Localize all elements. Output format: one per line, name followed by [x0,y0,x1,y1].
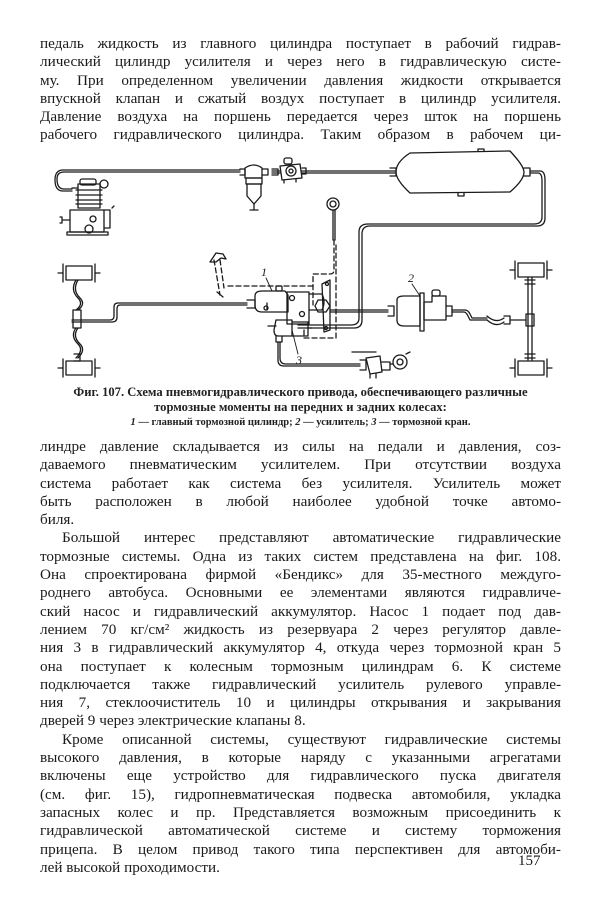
legend-text-2: — усилитель; [300,417,372,428]
master-cylinder [247,286,288,312]
text-line: лением 70 кг/см² жидкость из резервуара 2 через регулятор давле- [40,620,561,638]
callout-1-leader [266,278,272,291]
text-line: биля. [40,511,75,529]
body-text [40,438,561,877]
text-line: ния 3 в гидравлический аккумулятор 4, откуда через тормозной кран 5 [40,639,561,657]
text-line: подключается также гидравлический усилитель рулевого управле- [40,675,561,693]
paragraph-1 [40,438,561,529]
callout-2: 2 [408,271,414,285]
text-line: ния 7, стеклоочиститель 10 и цилиндры открывания и закрывания [40,694,561,712]
caption-title-line-2: тормозные моменты на передних и задних колесах: [154,400,447,414]
text-line: быть расположен в любой наиболее удобной точке автомо- [40,492,561,510]
legend-num-2: 2 [295,417,301,428]
text-line: тормозные системы. Одна из таких систем представлена на фиг. 108. [40,547,561,565]
text-line: (см. фиг. 15), гидропневматическая подвеска автомобиля, укладка [40,785,561,803]
figure-107-schematic [40,140,560,380]
text-line: дверей 9 через электрические клапаны 8. [40,712,306,730]
text-line: запасных колес и пр. Представляется возможным присоединить к [40,803,561,821]
text-line: рабочего гидравлического цилиндра. Таким образом в рабочем ци- [40,126,561,144]
text-line: включены еще устройство для гидравлического пуска двигателя [40,767,561,785]
brake-valve [268,280,330,342]
text-line: ский насос и гидравлический аккумулятор. Насос 1 подает под дав- [40,602,561,620]
page-number: 157 [518,853,541,869]
text-line: даваемого пневматическим усилителем. При отсутствии воздуха [40,456,561,474]
caption-legend [40,415,561,430]
text-line: педаль жидкость из главного цилиндра поступает в рабочий гидрав- [40,35,561,52]
text-line: Большой интерес представляют автоматические гидравлические [62,529,561,547]
text-line: прицепа. В целом привод такого типа перспективен для автомоби- [40,840,561,858]
rear-wheel-cylinders [510,261,552,377]
top-paragraph [40,35,561,145]
front-brake-line [72,303,247,322]
brake-pedal [210,253,226,297]
legend-num-1: 1 [130,417,136,428]
paragraph-2 [40,529,561,730]
text-line: Давление воздуха на поршень передается через шток на поршень [40,108,561,126]
text-line: роднего автобуса. Основными ее элементами являются гидравличе- [40,584,561,602]
figure-caption [40,385,561,430]
legend-num-3: 3 [371,417,377,428]
callout-3: 3 [296,353,302,367]
text-line: система работает как система без усилителя. Усилитель может [40,474,561,492]
air-tank [390,149,530,196]
text-line: Она спроектирована фирмой «Бендикс» для 35-местного междуго- [40,566,561,584]
text-line: гидравлической автоматической системе и систему торможения [40,822,561,840]
text-line: высокого давления, в которые наряду с указанными агрегатами [40,749,561,767]
paragraph-3 [40,731,561,877]
compressor [60,179,114,235]
legend-text-3: — тормозной кран. [376,417,471,428]
text-line: лей высокой проходимости. [40,858,220,876]
text-line: линдре давление складывается из силы на педали и давления, соз- [40,438,561,455]
callout-3-leader [292,330,298,354]
callout-2-leader [412,284,420,296]
text-line: лический цилиндр усилителя и через него в гидравлическую систе- [40,53,561,71]
text-line: впускной клапан и сжатый воздух поступает в цилиндр усилителя. [40,89,561,107]
callout-1: 1 [261,265,267,279]
booster [397,290,510,331]
text-line: му. При определенном увеличении давления жидкости открывается [40,71,561,89]
air-filter [240,165,268,210]
text-line: она поступает к колесным тормозным цилиндрам 6. К системе [40,657,561,675]
air-line-to-valve [298,171,545,328]
legend-text-1: — главный тормозной цилиндр; [135,417,296,428]
text-line: Кроме описанной системы, существуют гидравлические системы [62,730,561,748]
caption-title-line-1: Фиг. 107. Схема пневмогидравлического привода, обеспечивающего различные [73,385,528,399]
pressure-gauge [327,198,339,240]
